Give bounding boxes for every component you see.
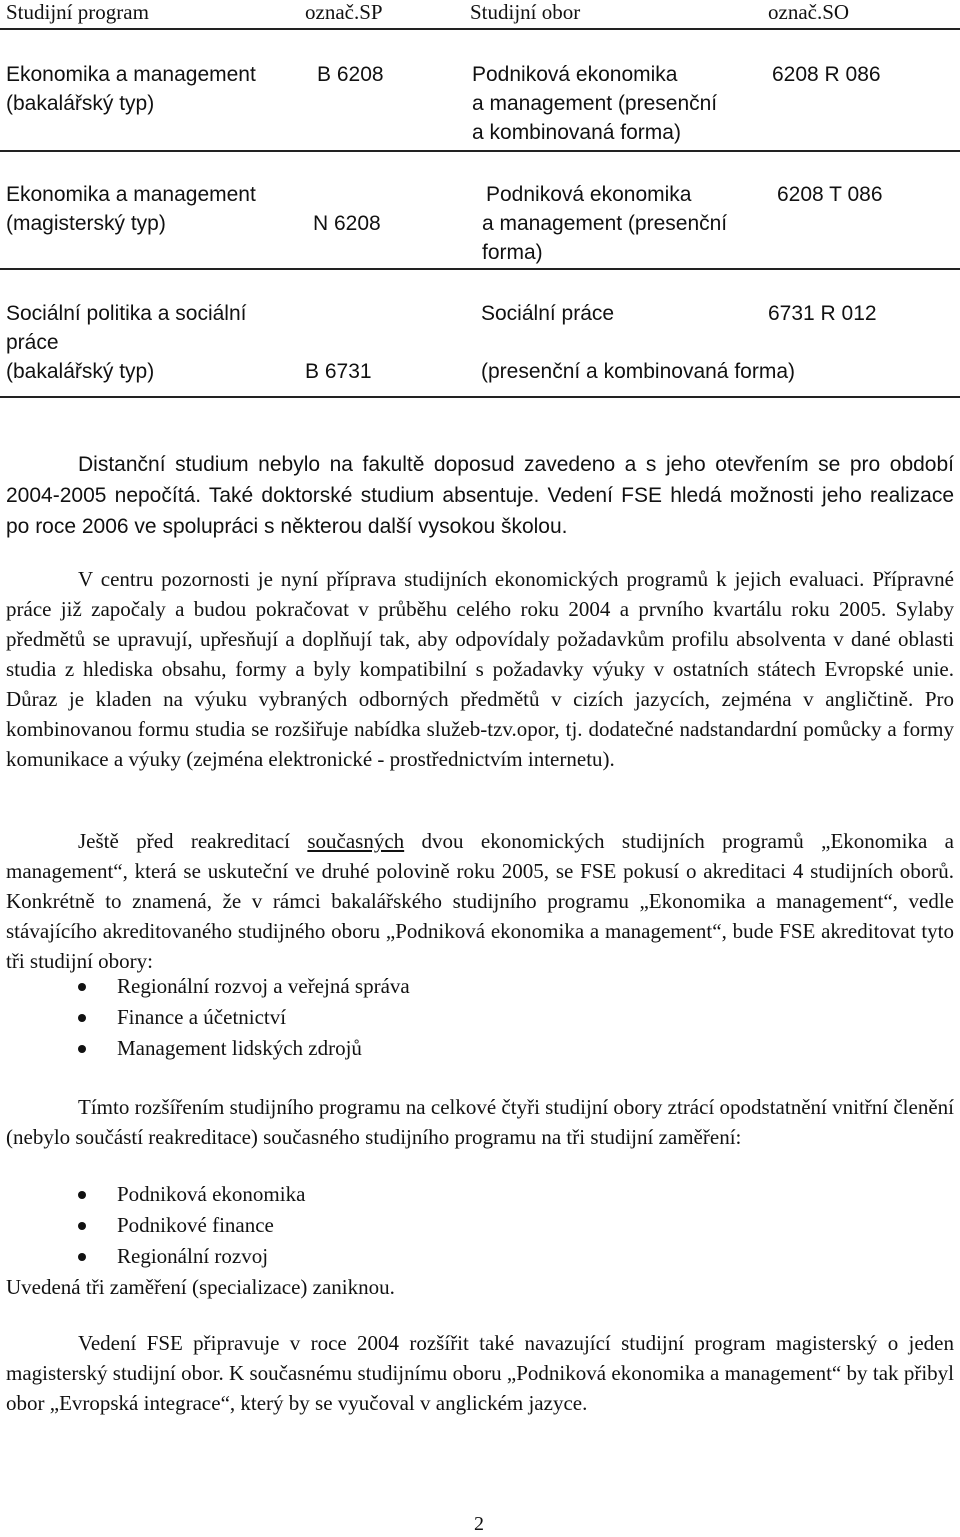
list-item-label: Podniková ekonomika <box>117 1182 306 1206</box>
table-rule <box>0 396 960 398</box>
table-row <box>6 180 256 238</box>
program-line: práce <box>6 331 59 354</box>
paragraph-specializations-end: Uvedená tři zaměření (specializace) zaniknou. <box>6 1275 395 1299</box>
obor-line: a management (presenční <box>472 92 718 115</box>
paragraph-text: Vedení FSE připravuje v roce 2004 rozšířit také navazující studijní program magisterský o jeden magisterský studijní obor. K současnému studijnímu oboru „Podniková ekonomika a management“ by tak přibyl obor „Evropská integrace“, který by se vyučoval v anglickém jazyce. <box>6 1331 954 1415</box>
list-item <box>0 1210 940 1241</box>
paragraph-evaluation <box>6 564 954 774</box>
bullet-icon <box>78 1014 86 1022</box>
list-item-label: Podnikové finance <box>117 1213 274 1237</box>
table-rule <box>0 150 960 152</box>
list-item <box>0 1033 940 1064</box>
obor-cell <box>472 60 717 147</box>
program-line: Ekonomika a management <box>6 183 256 206</box>
table-rule <box>0 268 960 270</box>
header-sp: označ.SP <box>305 0 383 24</box>
bullet-icon <box>78 1045 86 1053</box>
obor-line: a management (presenční <box>482 212 728 235</box>
header-program: Studijní program <box>6 0 149 24</box>
obor-cell <box>472 180 727 267</box>
list-item-label: Regionální rozvoj <box>117 1244 269 1268</box>
list-item-label: Management lidských zdrojů <box>117 1036 362 1060</box>
bullet-icon <box>78 983 86 991</box>
sp-code: N 6208 <box>313 212 381 235</box>
list-item <box>0 1241 940 1272</box>
page-number: 2 <box>474 1513 484 1535</box>
bullet-list-specializations <box>0 1179 940 1272</box>
so-code: 6731 R 012 <box>768 302 877 325</box>
table-row <box>6 60 256 118</box>
header-obor: Studijní obor <box>470 0 581 24</box>
bullet-icon <box>78 1222 86 1230</box>
program-line: Sociální politika a sociální <box>6 302 247 325</box>
paragraph-restructure <box>6 1092 954 1152</box>
sp-code: B 6208 <box>317 63 384 86</box>
obor-line: a kombinovaná forma) <box>472 121 681 144</box>
obor-line: (presenční a kombinovaná forma) <box>481 360 795 383</box>
bullet-icon <box>78 1191 86 1199</box>
paragraph-distance-study <box>6 449 954 542</box>
list-item <box>0 1179 940 1210</box>
bullet-icon <box>78 1253 86 1261</box>
obor-line: Podniková ekonomika <box>486 183 692 206</box>
underlined-word: současných <box>307 829 405 853</box>
obor-line: Sociální práce <box>481 302 615 325</box>
paragraph-master-program <box>6 1328 954 1418</box>
list-item-label: Regionální rozvoj a veřejná správa <box>117 974 410 998</box>
obor-line: forma) <box>482 241 543 264</box>
list-item-label: Finance a účetnictví <box>117 1005 287 1029</box>
table-rule <box>0 28 960 30</box>
sp-code: B 6731 <box>305 360 372 383</box>
program-line: Ekonomika a management <box>6 63 256 86</box>
program-line: (magisterský typ) <box>6 212 166 235</box>
header-so: označ.SO <box>768 0 850 24</box>
paragraph-reaccreditation <box>6 826 954 976</box>
paragraph-text: Distanční studium nebylo na fakultě doposud zavedeno a s jeho otevřením se pro období 2004-2005 nepočítá. Také doktorské studium absentuje. Vedení FSE hledá možnosti jeho realizace po roce 2006 ve spolupráci s některou další vysokou školou. <box>6 453 954 538</box>
bullet-list-new-fields <box>0 971 940 1064</box>
program-line: (bakalářský typ) <box>6 360 155 383</box>
paragraph-text: V centru pozornosti je nyní příprava studijních ekonomických programů k jejich evaluaci. Přípravné práce již započaly a budou pokračovat v průběhu celého roku 2004 a prvního kvartálu roku 2005. Sylaby předmětů se upravují, upřesňují a doplňují tak, aby odpovídaly požadavkům profilu absolventa v dané oblasti studia z hlediska obsahu, formy a byly kompatibilní s požadavky výuky v ostatních státech Evropské unie. Důraz je kladen na výuku vybraných odborných předmětů v cizích jazycích, zejména v angličtině. Pro kombinovanou formu studia se rozšiřuje nabídka služeb-tzv.opor, tj. dodatečné nadstandardní pomůcky a formy komunikace a výuky (zejména elektronické - prostřednictvím internetu). <box>6 567 954 771</box>
program-line: (bakalářský typ) <box>6 92 155 115</box>
paragraph-text-start: Ještě před reakreditací <box>78 829 308 853</box>
so-code: 6208 R 086 <box>772 63 881 86</box>
so-code: 6208 T 086 <box>777 183 883 206</box>
paragraph-text-end: dvou ekonomických studijních programů „Ekonomika a management“, která se uskuteční ve druhé polovině roku 2005, se FSE pokusí o akreditaci 4 studijních oborů. Konkrétně to znamená, že v rámci bakalářského studijního programu „Ekonomika a management“, vedle stávajícího akreditovaného studijného oboru „Podniková ekonomika a management“, bude FSE akreditovat tyto tři studijní obory: <box>6 829 954 973</box>
list-item <box>0 1002 940 1033</box>
obor-line: Podniková ekonomika <box>472 63 678 86</box>
list-item <box>0 971 940 1002</box>
paragraph-text: Tímto rozšířením studijního programu na celkové čtyři studijní obory ztrácí opodstatnění vnitřní členění (nebylo součástí reakreditace) současného studijního programu na tři studijní zaměření: <box>6 1095 954 1149</box>
table-row <box>6 299 246 386</box>
